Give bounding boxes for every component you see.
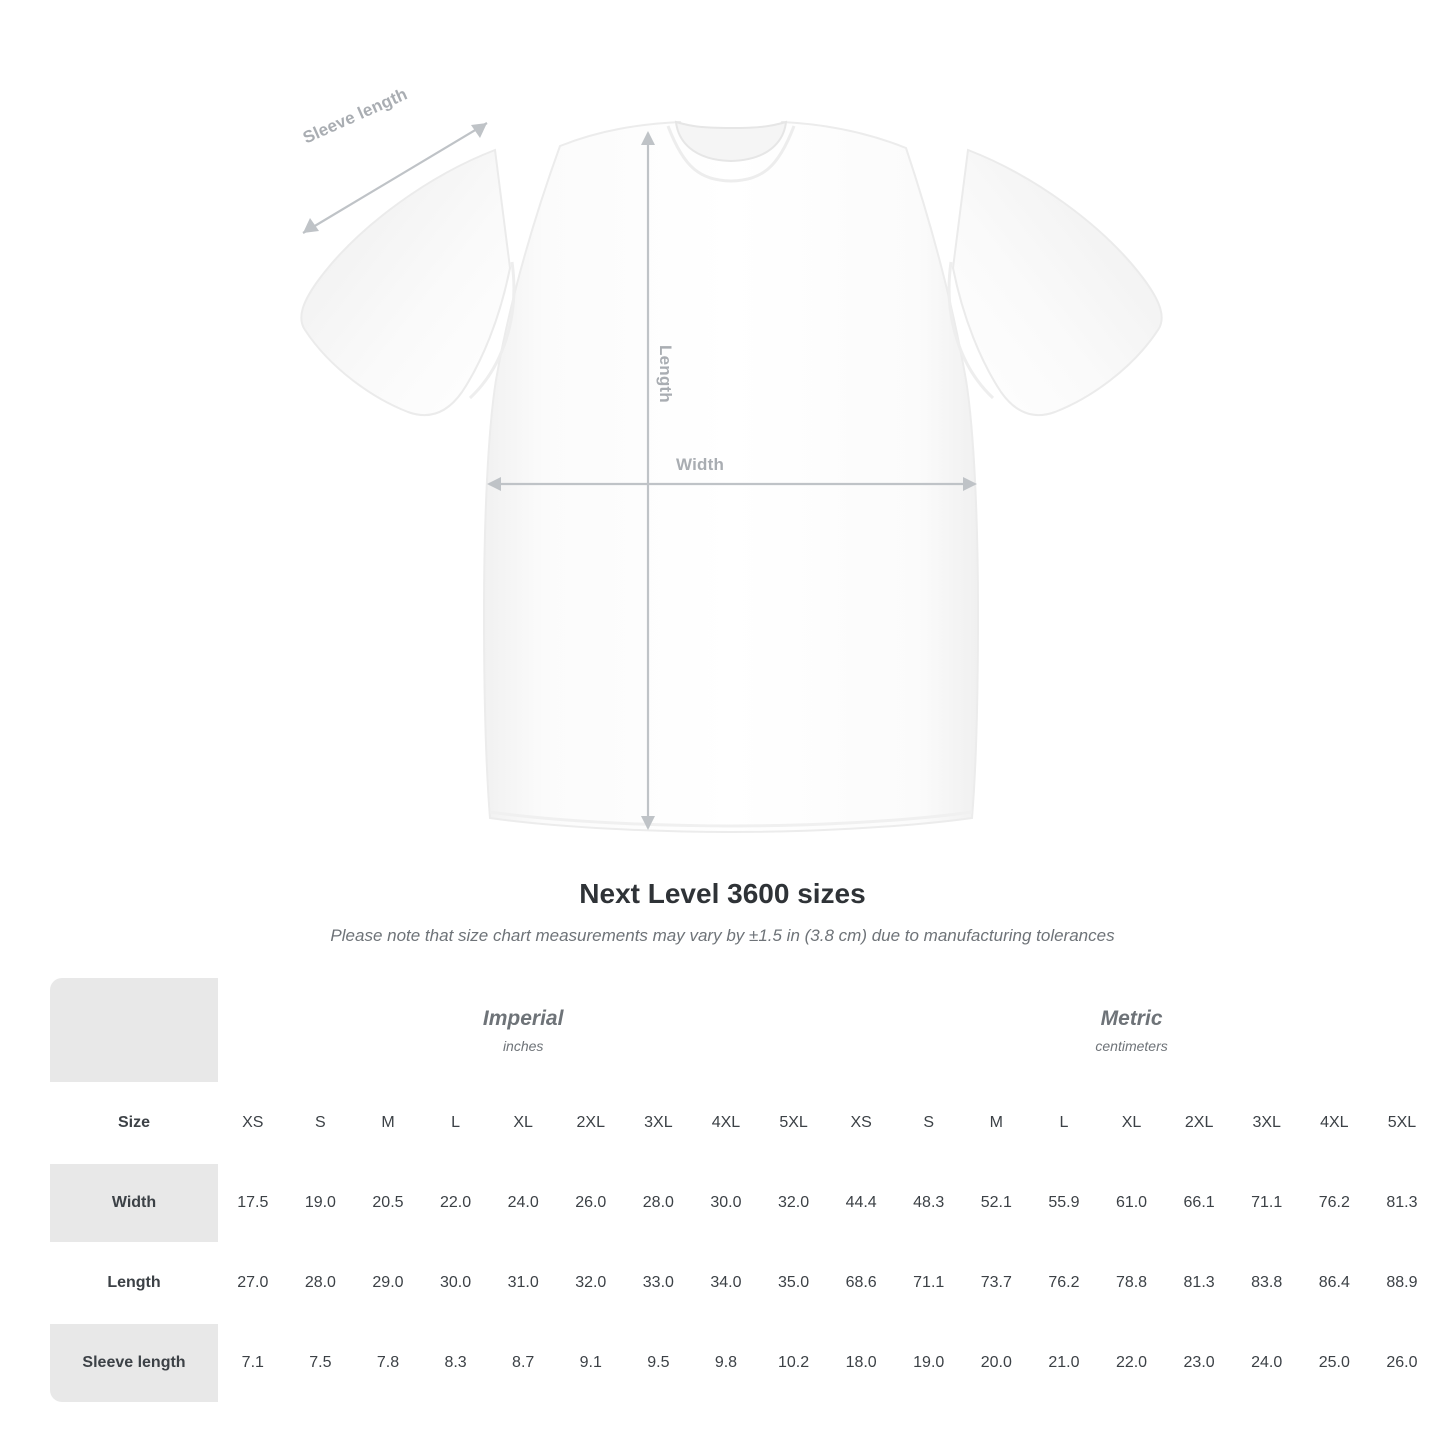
table-row xyxy=(50,1164,1435,1242)
size-header-cell: L xyxy=(1031,1084,1097,1162)
row-label-width: Width xyxy=(50,1164,218,1242)
size-header-cell: 3XL xyxy=(1234,1084,1300,1162)
table-cell: 21.0 xyxy=(1031,1324,1097,1402)
table-row xyxy=(50,1244,1435,1322)
unit-group-imperial-name: Imperial xyxy=(482,1006,564,1030)
page-title: Next Level 3600 sizes xyxy=(579,878,866,909)
size-header-cell: 5XL xyxy=(1369,1084,1435,1162)
size-header-cell: 4XL xyxy=(1302,1084,1368,1162)
size-header-cell: 3XL xyxy=(626,1084,692,1162)
unit-group-metric-name: Metric xyxy=(1100,1006,1163,1030)
size-header-cell: XS xyxy=(220,1084,286,1162)
table-cell: 20.0 xyxy=(964,1324,1030,1402)
table-cell: 8.3 xyxy=(423,1324,489,1402)
size-header-cell: S xyxy=(288,1084,354,1162)
table-cell: 7.1 xyxy=(220,1324,286,1402)
table-cell: 76.2 xyxy=(1302,1164,1368,1242)
size-header-cell: S xyxy=(896,1084,962,1162)
table-cell: 76.2 xyxy=(1031,1244,1097,1322)
table-cell: 73.7 xyxy=(964,1244,1030,1322)
table-cell: 71.1 xyxy=(1234,1164,1300,1242)
table-cell: 9.8 xyxy=(693,1324,759,1402)
unit-group-imperial xyxy=(220,978,826,1082)
table-cell: 52.1 xyxy=(964,1164,1030,1242)
table-cell: 26.0 xyxy=(558,1164,624,1242)
size-header-label: Size xyxy=(50,1084,218,1162)
length-label: Length xyxy=(656,345,675,403)
tolerance-note: Please note that size chart measurements may vary by ±1.5 in (3.8 cm) due to manufacturing tolerances xyxy=(330,926,1115,945)
size-header-cell: 2XL xyxy=(558,1084,624,1162)
size-header-cell: 2XL xyxy=(1166,1084,1232,1162)
size-header-cell: M xyxy=(964,1084,1030,1162)
table-cell: 27.0 xyxy=(220,1244,286,1322)
table-cell: 9.5 xyxy=(626,1324,692,1402)
table-cell: 25.0 xyxy=(1302,1324,1368,1402)
table-cell: 68.6 xyxy=(828,1244,894,1322)
size-header-cell: XS xyxy=(828,1084,894,1162)
table-cell: 19.0 xyxy=(288,1164,354,1242)
table-cell: 44.4 xyxy=(828,1164,894,1242)
table-cell: 30.0 xyxy=(693,1164,759,1242)
table-cell: 32.0 xyxy=(558,1244,624,1322)
table-cell: 78.8 xyxy=(1099,1244,1165,1322)
table-cell: 34.0 xyxy=(693,1244,759,1322)
table-cell: 61.0 xyxy=(1099,1164,1165,1242)
size-header-row xyxy=(50,1084,1435,1162)
size-header-cell: L xyxy=(423,1084,489,1162)
table-cell: 81.3 xyxy=(1369,1164,1435,1242)
size-chart-table xyxy=(48,976,1437,1404)
table-cell: 23.0 xyxy=(1166,1324,1232,1402)
table-cell: 22.0 xyxy=(423,1164,489,1242)
unit-corner-cell xyxy=(50,978,218,1082)
table-row xyxy=(50,1324,1435,1402)
width-label: Width xyxy=(676,455,725,474)
table-cell: 83.8 xyxy=(1234,1244,1300,1322)
table-cell: 10.2 xyxy=(761,1324,827,1402)
table-cell: 81.3 xyxy=(1166,1244,1232,1322)
unit-group-imperial-sub: inches xyxy=(502,1038,544,1055)
sleeve-length-label: Sleeve length xyxy=(300,84,411,148)
size-header-cell: M xyxy=(355,1084,421,1162)
table-cell: 20.5 xyxy=(355,1164,421,1242)
table-cell: 55.9 xyxy=(1031,1164,1097,1242)
table-cell: 28.0 xyxy=(288,1244,354,1322)
table-cell: 86.4 xyxy=(1302,1244,1368,1322)
table-cell: 32.0 xyxy=(761,1164,827,1242)
table-cell: 31.0 xyxy=(490,1244,556,1322)
table-cell: 30.0 xyxy=(423,1244,489,1322)
table-cell: 33.0 xyxy=(626,1244,692,1322)
table-cell: 9.1 xyxy=(558,1324,624,1402)
unit-group-metric-sub: centimeters xyxy=(1095,1038,1168,1055)
table-cell: 17.5 xyxy=(220,1164,286,1242)
size-header-cell: 4XL xyxy=(693,1084,759,1162)
table-cell: 7.5 xyxy=(288,1324,354,1402)
table-cell: 88.9 xyxy=(1369,1244,1435,1322)
table-cell: 29.0 xyxy=(355,1244,421,1322)
size-header-cell: XL xyxy=(490,1084,556,1162)
table-cell: 7.8 xyxy=(355,1324,421,1402)
table-cell: 35.0 xyxy=(761,1244,827,1322)
table-cell: 26.0 xyxy=(1369,1324,1435,1402)
row-label-sleeve-length: Sleeve length xyxy=(50,1324,218,1402)
table-cell: 28.0 xyxy=(626,1164,692,1242)
table-cell: 24.0 xyxy=(490,1164,556,1242)
row-label-length: Length xyxy=(50,1244,218,1322)
size-chart-table-wrap xyxy=(48,976,1418,1404)
unit-group-row xyxy=(50,978,1435,1082)
table-cell: 24.0 xyxy=(1234,1324,1300,1402)
table-cell: 8.7 xyxy=(490,1324,556,1402)
table-cell: 48.3 xyxy=(896,1164,962,1242)
table-cell: 71.1 xyxy=(896,1244,962,1322)
shirt-shape xyxy=(301,122,1161,832)
table-cell: 18.0 xyxy=(828,1324,894,1402)
unit-group-metric xyxy=(828,978,1434,1082)
table-cell: 66.1 xyxy=(1166,1164,1232,1242)
size-header-cell: XL xyxy=(1099,1084,1165,1162)
size-header-cell: 5XL xyxy=(761,1084,827,1162)
table-cell: 19.0 xyxy=(896,1324,962,1402)
table-cell: 22.0 xyxy=(1099,1324,1165,1402)
